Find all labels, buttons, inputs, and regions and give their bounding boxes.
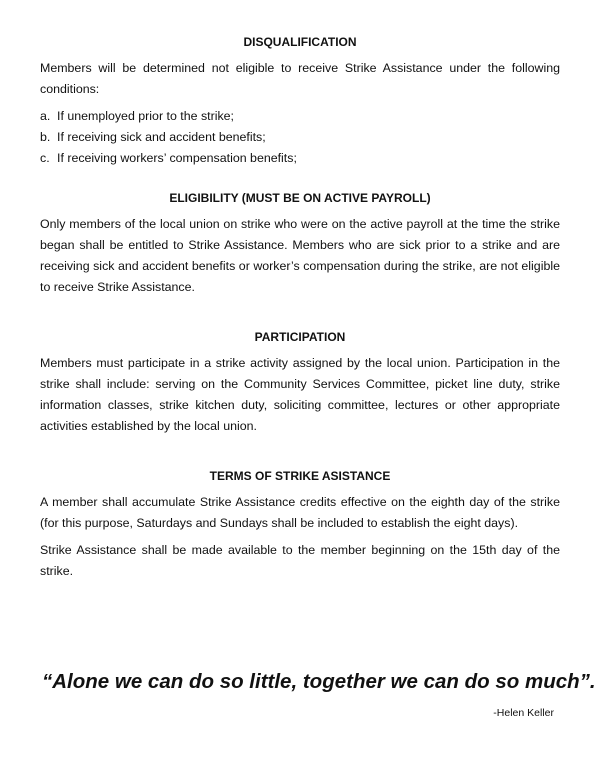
disqualification-intro: Members will be determined not eligible to receive Strike Assistance under the following conditions: <box>40 61 560 96</box>
terms-section <box>40 468 560 588</box>
list-marker: b. <box>40 130 51 144</box>
quote-text: “Alone we can do so little, together we can do so much”. <box>42 670 596 693</box>
disqualification-list <box>40 106 560 169</box>
disqualification-section <box>40 34 560 169</box>
list-item <box>40 106 560 127</box>
list-item <box>40 127 560 148</box>
list-item <box>40 148 560 169</box>
terms-paragraph-1: A member shall accumulate Strike Assistance credits effective on the eighth day of the strike (for this purpose, Saturdays and Sundays shall be included to establish the eight days). <box>40 495 560 530</box>
list-marker: a. <box>40 109 51 123</box>
disqualification-heading: DISQUALIFICATION <box>243 35 357 49</box>
list-item-text: If receiving sick and accident benefits; <box>57 130 266 144</box>
eligibility-section <box>40 190 560 304</box>
list-item-text: If unemployed prior to the strike; <box>57 109 234 123</box>
participation-body: Members must participate in a strike activity assigned by the local union. Participation in the strike shall include: serving on the Community Services Committee, picket line duty, strike information classes, strike kitchen duty, soliciting committee, lectures or other appropriate activities established by the local union. <box>40 356 560 433</box>
participation-heading: PARTICIPATION <box>254 330 346 344</box>
terms-paragraph-2: Strike Assistance shall be made available to the member beginning on the 15th day of the strike. <box>40 543 560 578</box>
quote-author: -Helen Keller <box>493 707 554 719</box>
eligibility-body: Only members of the local union on strike who were on the active payroll at the time the strike began shall be entitled to Strike Assistance. Members who are sick prior to a strike and are receiving sick and accident benefits or worker’s compensation during the strike, are not eligible to receive Strike Assistance. <box>40 217 560 294</box>
eligibility-heading: ELIGIBILITY (MUST BE ON ACTIVE PAYROLL) <box>169 191 431 205</box>
list-marker: c. <box>40 151 50 165</box>
terms-heading: TERMS OF STRIKE ASISTANCE <box>209 469 391 483</box>
list-item-text: If receiving workers’ compensation benefits; <box>57 151 297 165</box>
participation-section <box>40 329 560 443</box>
